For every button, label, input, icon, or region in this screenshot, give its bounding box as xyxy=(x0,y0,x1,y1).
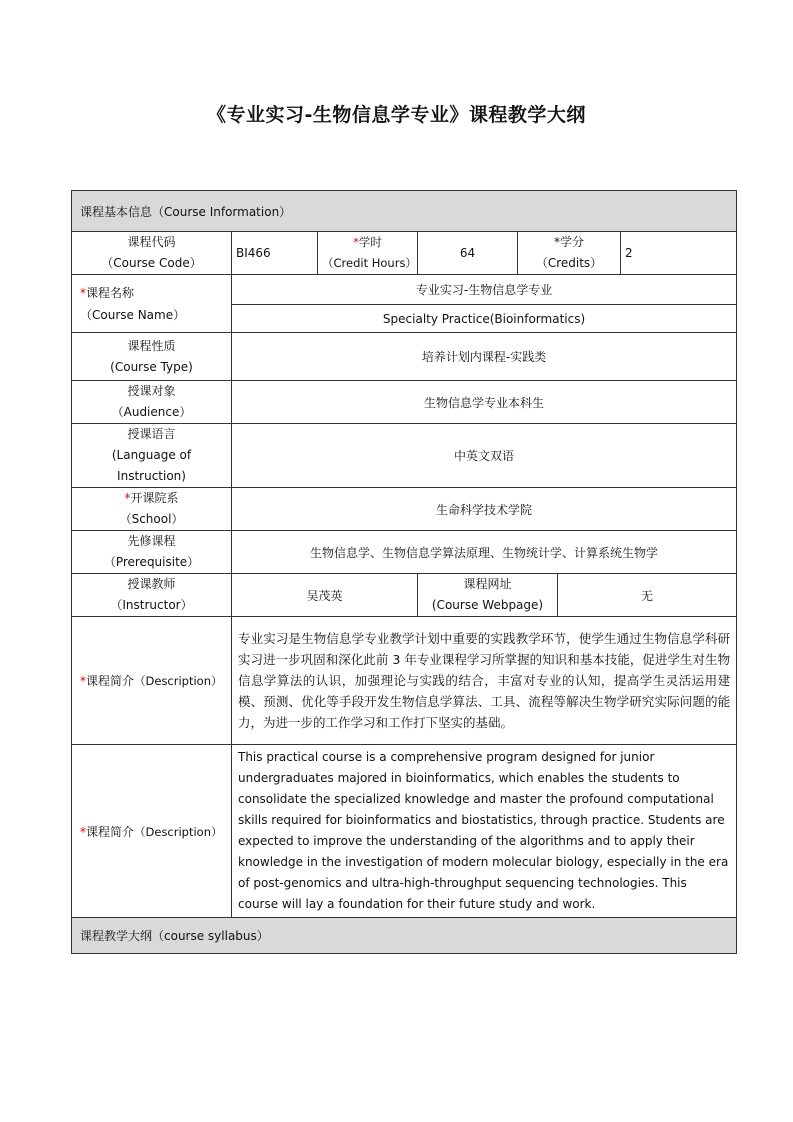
page-title: 《专业实习-生物信息学专业》课程教学大纲 xyxy=(207,104,586,126)
description-en-text: This practical course is a comprehensive program designed for junior undergraduates majored in bioinformatics, which enables the students to consolidate the specialized knowledge and master the profound computational skills required for bioinformatics and biostatistics, through practice. Students are expected to improve the understanding of the algorithms and to apply their knowledge in the investigation of modern molecular biology, especially in the era of post-genomics and ultra-high-throughput sequencing technologies. This course will lay a foundation for their future study and work. xyxy=(232,745,737,918)
course-name-cn: 专业实习-生物信息学专业 xyxy=(232,275,737,305)
credit-hours-value: 64 xyxy=(418,232,518,275)
webpage-value: 无 xyxy=(558,574,737,617)
language-label: 授课语言 (Language of Instruction) xyxy=(72,424,232,488)
description-cn-text: 专业实习是生物信息学专业教学计划中重要的实践教学环节，使学生通过生物信息学科研实习进一步巩固和深化此前 3 年专业课程学习所掌握的知识和基本技能，促进学生对生物信息学算法的认识，加强理论与实践的结合，丰富对专业的认知，提高学生灵活运用建模、预测、优化等手段开发生物信息学算法、工具、流程等解决生物学研究实际问题的能力，为进一步的工作学习和工作打下坚实的基础。 xyxy=(232,617,737,745)
instructor-label: 授课教师 （Instructor） xyxy=(72,574,232,617)
audience-value: 生物信息学专业本科生 xyxy=(232,381,737,424)
course-code-label: 课程代码 （Course Code） xyxy=(72,232,232,275)
prerequisite-value: 生物信息学、生物信息学算法原理、生物统计学、计算系统生物学 xyxy=(232,531,737,574)
course-code-value: BI466 xyxy=(232,232,318,275)
credits-value: 2 xyxy=(621,232,737,275)
description-en-label: *课程简介（Description） xyxy=(72,745,232,918)
webpage-label: 课程网址 (Course Webpage) xyxy=(418,574,558,617)
course-type-value: 培养计划内课程-实践类 xyxy=(232,333,737,381)
credits-label: *学分 （Credits） xyxy=(518,232,621,275)
school-value: 生命科学技术学院 xyxy=(232,488,737,531)
prerequisite-label: 先修课程 （Prerequisite） xyxy=(72,531,232,574)
course-name-label: *课程名称 （Course Name） xyxy=(72,275,232,333)
language-value: 中英文双语 xyxy=(232,424,737,488)
description-cn-label: *课程简介（Description） xyxy=(72,617,232,745)
section-header-syllabus: 课程教学大纲（course syllabus） xyxy=(72,918,737,954)
audience-label: 授课对象 （Audience） xyxy=(72,381,232,424)
instructor-value: 吴茂英 xyxy=(232,574,418,617)
course-type-label: 课程性质 (Course Type) xyxy=(72,333,232,381)
section-header-basic: 课程基本信息（Course Information） xyxy=(72,191,737,232)
course-info-table xyxy=(71,190,737,954)
course-name-en: Specialty Practice(Bioinformatics) xyxy=(232,305,737,333)
credit-hours-label: *学时 （Credit Hours） xyxy=(318,232,418,275)
school-label: *开课院系 （School） xyxy=(72,488,232,531)
